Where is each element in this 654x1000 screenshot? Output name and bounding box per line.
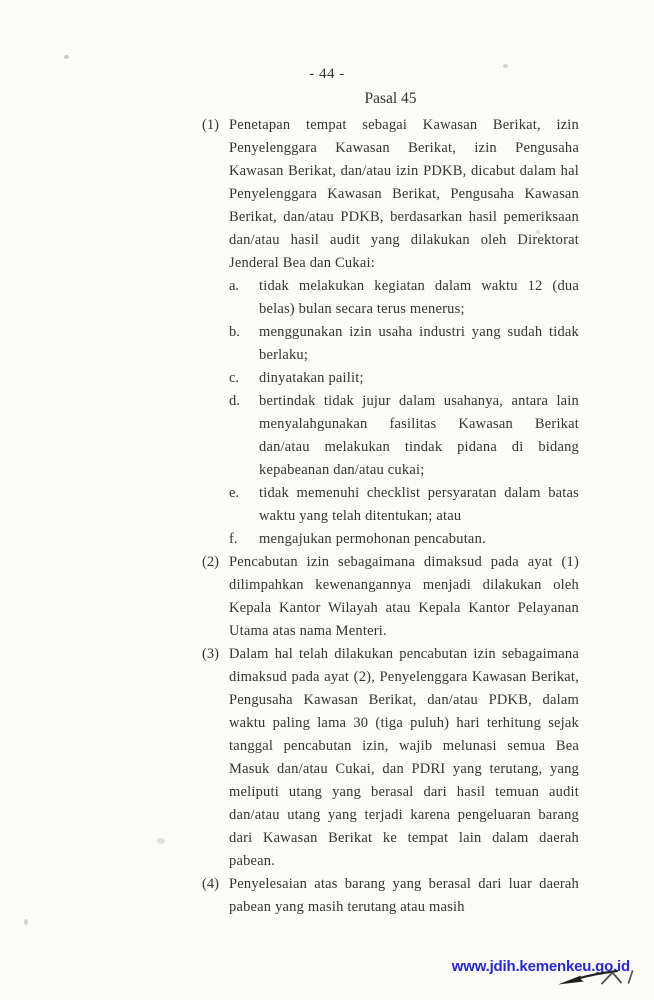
subitem-text: mengajukan permohonan pencabutan.: [259, 531, 486, 547]
article-heading: Pasal 45: [364, 90, 417, 107]
clause-text: Penyelesaian atas barang yang berasal dari luar daerah pabean yang masih terutang atau masih: [229, 876, 579, 915]
scan-speck: [157, 838, 165, 844]
scan-speck: [64, 55, 69, 59]
scan-speck: [536, 230, 540, 234]
jdih-website-link[interactable]: www.jdih.kemenkeu.go.id: [451, 958, 630, 975]
clause-content: [229, 114, 579, 551]
subitem-d: [229, 390, 579, 482]
page-number: - 44 -: [309, 66, 345, 82]
subitem-label: d.: [229, 393, 240, 409]
clause-number: (3): [202, 646, 219, 662]
subitem-label: e.: [229, 485, 240, 501]
clause-content: [229, 643, 579, 873]
subitem-f: [229, 528, 579, 551]
subitem-label: a.: [229, 278, 240, 294]
subitem-text: dinyatakan pailit;: [259, 370, 364, 386]
clause-text: Dalam hal telah dilakukan pencabutan izin sebagaimana dimaksud pada ayat (2), Penyelenggara Kawasan Berikat, Pengusaha Kawasan Berikat, dan/atau PDKB, dalam waktu paling lama 30 (tiga puluh) hari terhitung sejak tanggal pencabutan izin, wajib melunasi semua Bea Masuk dan/atau Cukai, dan PDRI yang terutang, yang meliputi utang yang berasal dari hasil temuan audit dan/atau utang yang terjadi karena pengeluaran barang dari Kawasan Berikat ke tempat lain dalam daerah pabean.: [229, 646, 579, 869]
clause-number: (4): [202, 876, 219, 892]
clause-number: (1): [202, 117, 219, 133]
clause-2: [202, 551, 579, 643]
subitem-text: bertindak tidak jujur dalam usahanya, antara lain menyalahgunakan fasilitas Kawasan Berikat dan/atau melakukan tindak pidana di bidang kepabeanan dan/atau cukai;: [259, 393, 579, 478]
handwritten-paraf-mark: [550, 963, 650, 995]
subitem-label: c.: [229, 370, 240, 386]
clause-text: Pencabutan izin sebagaimana dimaksud pada ayat (1) dilimpahkan kewenangannya menjadi dilakukan oleh Kepala Kantor Wilayah atau Kepala Kantor Pelayanan Utama atas nama Menteri.: [229, 554, 579, 639]
clause-number: (2): [202, 554, 219, 570]
clause-4: [202, 873, 579, 919]
clause-content: [229, 873, 579, 919]
subitem-text: tidak memenuhi checklist persyaratan dalam batas waktu yang telah ditentukan; atau: [259, 485, 579, 524]
clause-text: Penetapan tempat sebagai Kawasan Berikat, izin Penyelenggara Kawasan Berikat, izin Pengusaha Kawasan Berikat, dan/atau izin PDKB, dicabut dalam hal Penyelenggara Kawasan Berikat, Pengusaha Kawasan Berikat, dan/atau PDKB, berdasarkan hasil pemeriksaan dan/atau hasil audit yang dilakukan oleh Direktorat Jenderal Bea dan Cukai:: [229, 117, 579, 271]
scan-speck: [503, 64, 508, 68]
scan-speck: [24, 919, 28, 925]
clause-1: [202, 114, 579, 551]
subitem-label: b.: [229, 324, 240, 340]
subitem-label: f.: [229, 531, 238, 547]
clause-content: [229, 551, 579, 643]
subitem-text: menggunakan izin usaha industri yang sudah tidak berlaku;: [259, 324, 579, 363]
subitem-e: [229, 482, 579, 528]
subitem-b: [229, 321, 579, 367]
clause-3: [202, 643, 579, 873]
subitem-a: [229, 275, 579, 321]
article-body: [202, 114, 579, 919]
subitem-c: [229, 367, 579, 390]
subitem-text: tidak melakukan kegiatan dalam waktu 12 (dua belas) bulan secara terus menerus;: [259, 278, 579, 317]
